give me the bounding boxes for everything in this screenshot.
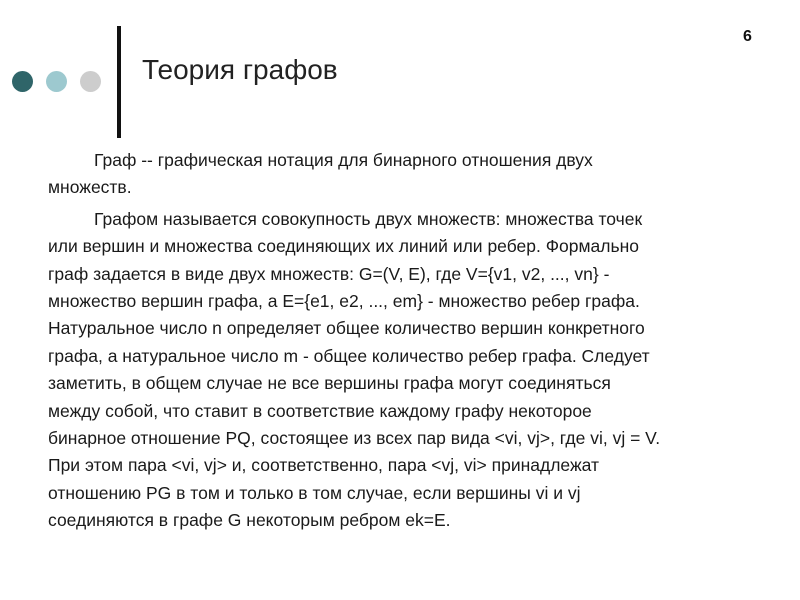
paragraph-line: множество вершин графа, а E={e1, e2, ..., em} - множество ребер графа.	[48, 291, 640, 312]
paragraph-line: отношению PG в том и только в том случае, если вершины vi и vj	[48, 482, 581, 503]
paragraph-definition	[48, 147, 760, 202]
paragraph-formal-definition	[48, 206, 760, 535]
slide-body	[48, 147, 760, 535]
paragraph-line: или вершин и множества соединяющих их линий или ребер. Формально	[48, 236, 639, 257]
gray-dot	[80, 71, 101, 92]
slide-number: 6	[743, 28, 752, 45]
light-teal-dot	[46, 71, 67, 92]
paragraph-line: Натуральное число n определяет общее количество вершин конкретного	[48, 318, 645, 339]
paragraph-line: графа, а натуральное число m - общее количество ребер графа. Следует	[48, 345, 650, 366]
paragraph-line: соединяются в графе G некоторым ребром ek=E.	[48, 510, 451, 531]
decorative-dots	[12, 71, 104, 93]
paragraph-line: заметить, в общем случае не все вершины графа могут соединяться	[48, 373, 611, 394]
paragraph-line: между собой, что ставит в соответствие каждому графу некоторое	[48, 400, 592, 421]
slide-title: Теория графов	[142, 54, 338, 85]
paragraph-line: множеств.	[48, 177, 132, 198]
paragraph-line: бинарное отношение PQ, состоящее из всех пар вида <vi, vj>, где vi, vj = V.	[48, 428, 661, 449]
dark-teal-dot	[12, 71, 33, 92]
paragraph-line: Граф -- графическая нотация для бинарного отношения двух	[94, 150, 593, 170]
paragraph-line: Графом называется совокупность двух множеств: множества точек	[94, 208, 643, 229]
paragraph-line: При этом пара <vi, vj> и, соответственно, пара <vj, vi> принадлежат	[48, 455, 600, 476]
title-divider-bar	[117, 26, 121, 138]
paragraph-line: граф задается в виде двух множеств: G=(V, E), где V={v1, v2, ..., vn} -	[48, 263, 610, 284]
